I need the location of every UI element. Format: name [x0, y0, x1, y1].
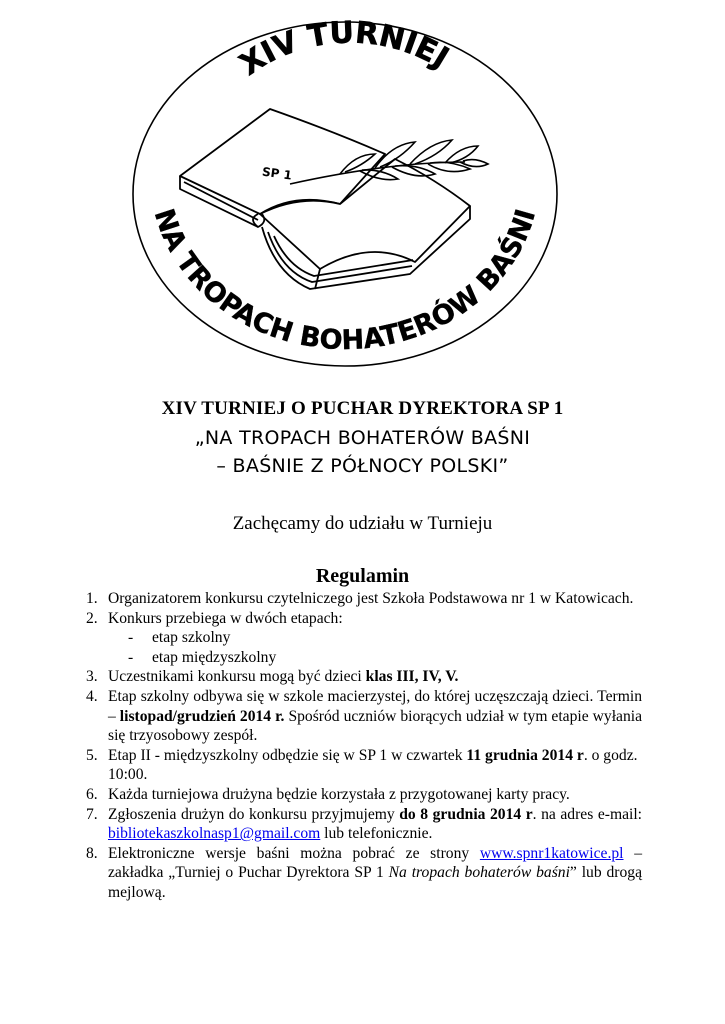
rule-number: 8.: [86, 844, 98, 862]
tournament-subtitle-line1: „NA TROPACH BOHATERÓW BAŚNI: [194, 427, 531, 449]
tournament-subtitle-line2: – BAŚNIE Z PÓŁNOCY POLSKI”: [216, 455, 509, 477]
sub-item-interschool-stage: - etap międzyszkolny: [128, 648, 277, 666]
rules-list: [86, 589, 642, 903]
rule-text: Organizatorem konkursu czytelniczego jest Szkoła Podstawowa nr 1 w Katowicach.: [108, 590, 634, 607]
rule-item-1: [86, 589, 642, 609]
rule-text: Elektroniczne wersje baśni można pobrać ze strony www.spnr1katowice.pl – zakładka „Turniej o Puchar Dyrektora SP 1 Na tropach bohaterów baśni” lub drogą mejlową.: [108, 844, 643, 901]
tournament-logo: [130, 14, 560, 374]
rule-number: 5.: [86, 746, 98, 764]
rule-item-7: [86, 805, 642, 844]
rule-number: 7.: [86, 805, 98, 823]
sub-item-school-stage: - etap szkolny: [128, 629, 231, 647]
rule-item-2: [86, 609, 642, 668]
rule-number: 4.: [86, 687, 98, 705]
rule-text: Etap II - międzyszkolny odbędzie się w SP 1 w czwartek 11 grudnia 2014 r. o godz. 10:00.: [108, 746, 638, 784]
rule-item-6: [86, 785, 642, 805]
logo-book-label: SP 1: [261, 164, 293, 183]
logo-arc-top-text: XIV TURNIEJ: [233, 15, 455, 83]
website-link[interactable]: www.spnr1katowice.pl: [479, 844, 624, 862]
invitation-text: Zachęcamy do udziału w Turnieju: [232, 513, 493, 534]
email-link[interactable]: bibliotekaszkolnasp1@gmail.com: [108, 825, 321, 843]
rule-item-8: [86, 844, 642, 903]
rule-number: 3.: [86, 668, 98, 686]
tournament-title: XIV TURNIEJ O PUCHAR DYREKTORA SP 1: [161, 398, 564, 419]
regulamin-heading: Regulamin: [315, 565, 410, 587]
rule-item-4: [86, 687, 642, 746]
book-icon: [180, 109, 470, 289]
rule-text: Uczestnikami konkursu mogą być dzieci klas III, IV, V.: [108, 668, 459, 686]
rule-text: Etap szkolny odbywa się w szkole macierzystej, do której uczęszczają dzieci. Termin – listopad/grudzień 2014 r. Spośród uczniów biorących udział w tym etapie wyłania się trzyosobowy zespół.: [108, 687, 643, 745]
rule-number: 2.: [86, 609, 98, 627]
rule-number: 6.: [86, 785, 98, 803]
rule-item-3: [86, 667, 642, 687]
rule-text: Konkurs przebiega w dwóch etapach:: [108, 609, 343, 627]
logo-arc-bottom-text: NA TROPACH BOHATERÓW BAŚNI: [147, 205, 543, 357]
rule-text: Zgłoszenia drużyn do konkursu przyjmujemy do 8 grudnia 2014 r. na adres e-mail: bibliotekaszkolnasp1@gmail.com lub telefonicznie.: [108, 805, 642, 843]
rule-item-5: [86, 746, 642, 785]
rule-number: 1.: [86, 590, 98, 607]
rule-text: Każda turniejowa drużyna będzie korzystała z przygotowanej karty pracy.: [108, 785, 570, 803]
